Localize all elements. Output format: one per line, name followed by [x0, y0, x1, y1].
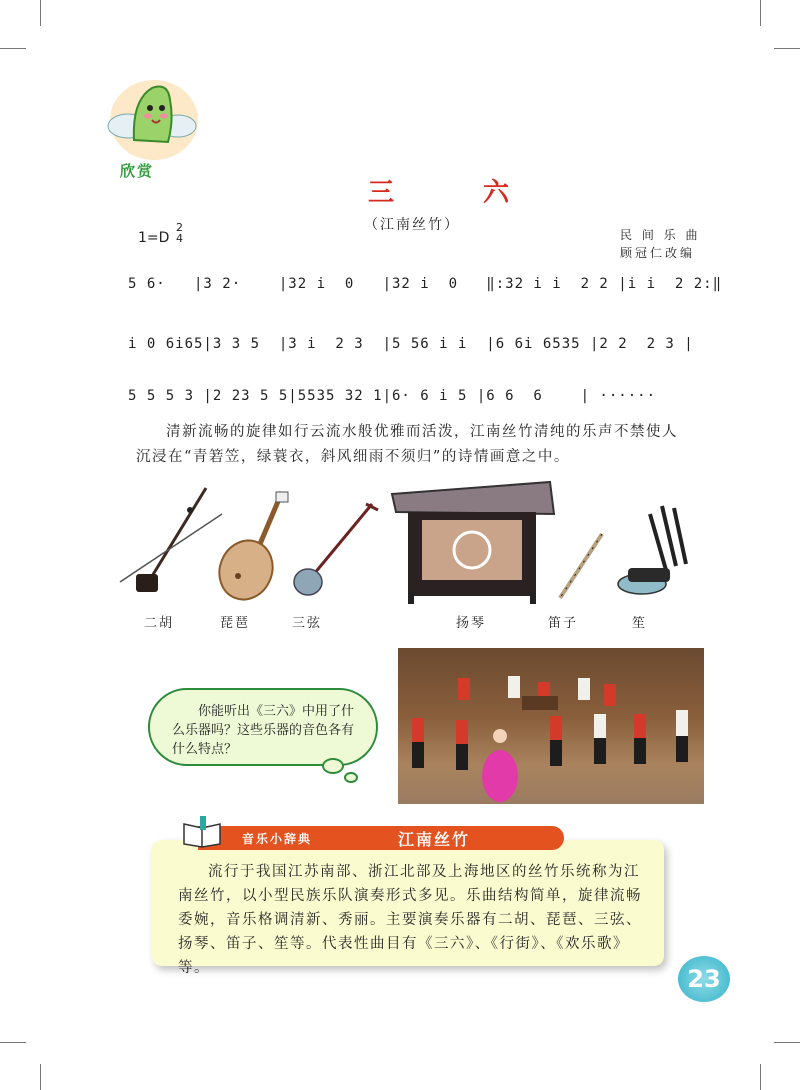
erhu-icon: [120, 488, 222, 592]
dictionary-text: 流行于我国江苏南部、浙江北部及上海地区的丝竹乐统称为江南丝竹，以小型民族乐队演奏形式多见。乐曲结构简单，旋律流畅委婉，音乐格调清新、秀丽。主要演奏乐器有二胡、琵琶、三弦、扬琴、笛子、笙等。代表性曲目有《三六》、《行街》、《欢乐歌》等。: [178, 864, 642, 976]
pipa-icon: [211, 492, 288, 608]
page-number-badge: [678, 956, 730, 1002]
yangqin-icon: [392, 482, 554, 604]
dictionary-heading: 江南丝竹: [398, 830, 471, 849]
dizi-icon: [560, 534, 602, 598]
time-bottom: 4: [176, 232, 183, 245]
page-number: 23: [687, 965, 721, 993]
dictionary-tab-label: 音乐小辞典: [242, 832, 313, 846]
mascot-illustration: [104, 70, 200, 162]
instrument-label-sanxian: 三弦: [292, 616, 323, 631]
intro-paragraph: 清新流畅的旋律如行云流水般优雅而活泼，江南丝竹清纯的乐声不禁使人沉浸在“青箬笠，绿蓑衣，斜风细雨不须归”的诗情画意之中。: [136, 424, 678, 465]
credit-block: [620, 226, 700, 262]
instrument-label-pipa: 琵琶: [220, 616, 251, 631]
sheng-icon: [618, 506, 686, 594]
page-subtitle: （江南丝竹）: [364, 217, 460, 233]
ensemble-photo: [398, 648, 704, 804]
key-signature: [138, 221, 183, 246]
dictionary-tab: [198, 826, 564, 850]
bubble-tail: [322, 758, 344, 774]
score-line: 5 5 5 3 |2 23 5 5|5535 32 1|6· 6 i 5 |6 6 6 | ······: [128, 388, 657, 404]
key-text: 1=D: [138, 230, 170, 246]
instrument-label-dizi: 笛子: [548, 616, 579, 631]
credit-arranger: 顾冠仁改编: [620, 246, 696, 260]
time-signature: [176, 222, 183, 244]
section-label: 欣赏: [120, 162, 155, 180]
instrument-label-erhu: 二胡: [144, 616, 175, 631]
page-title: 三 六: [368, 178, 550, 208]
question-bubble: [148, 688, 378, 766]
instrument-label-yangqin: 扬琴: [456, 616, 487, 631]
dictionary-box: [152, 840, 664, 976]
score: [128, 268, 723, 420]
bubble-tail: [344, 772, 358, 783]
score-line: i 0 6i65|3 3 5 |3 i 2 3 |5 56 i i |6 6i 6535 |2 2 2 3 |: [128, 336, 694, 352]
book-icon: [180, 814, 224, 848]
credit-origin: 民 间 乐 曲: [620, 228, 701, 242]
sanxian-icon: [294, 504, 378, 595]
instrument-label-sheng: 笙: [632, 616, 648, 631]
instruments-illustration: [110, 474, 710, 610]
time-top: 2: [176, 221, 183, 234]
question-text: 你能听出《三六》中用了什么乐器吗？这些乐器的音色各有什么特点？: [172, 704, 355, 757]
score-line: 5 6· |3 2· |32 i 0 |32 i 0 ‖:32 i i 2 2 |i i 2 2:‖: [128, 276, 723, 292]
